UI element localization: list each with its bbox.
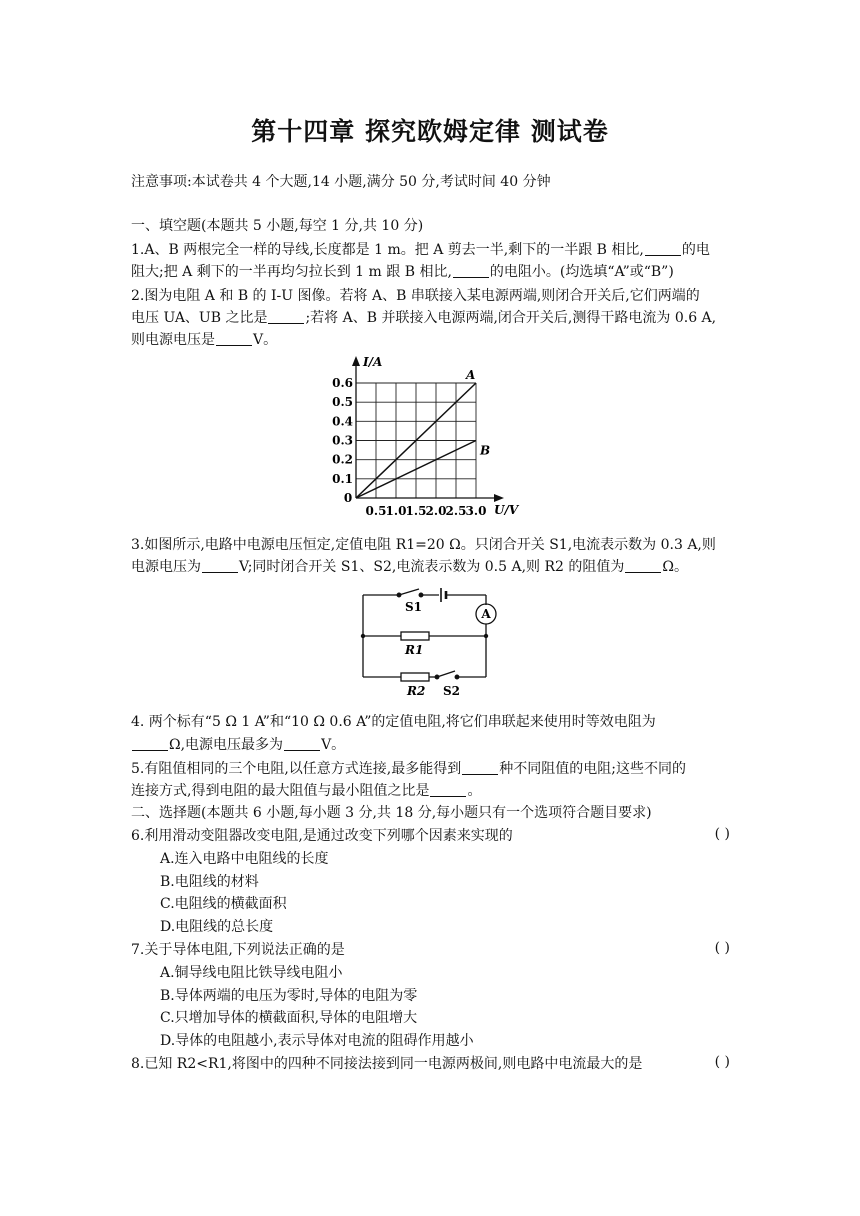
x-tick-label: 0.5 [365,504,387,518]
q5-text-d: 。 [467,783,482,799]
answer-blank[interactable] [462,760,498,775]
notice: 注意事项:本试卷共 4 个大题,14 小题,满分 50 分,考试时间 40 分钟 [131,174,551,190]
question-6-option-d[interactable]: D.电阻线的总长度 [160,919,274,935]
question-7-option-c[interactable]: C.只增加导体的横截面积,导体的电阻增大 [160,1010,418,1026]
q2-text-b: ;若将 A、B 并联接入电源两端,闭合开关后,测得干路电流为 0.6 A, [305,310,717,326]
question-8-stem: 8.已知 R2<R1,将图中的四种不同接法接到同一电源两极间,则电路中电流最大的是 [131,1056,643,1072]
x-tick-label: 1.0 [385,504,407,518]
x-tick-label: 2.0 [425,504,447,518]
question-4-line-1: 4. 两个标有“5 Ω 1 A”和“10 Ω 0.6 A”的定值电阻,将它们串联起来使用时等效电阻为 [131,714,656,730]
q5-text-c: 连接方式,得到电阻的最大阻值与最小阻值之比是 [131,783,430,799]
q1-text-d: 的电阻小。(均选填“A”或“B”) [489,264,674,280]
page-title: 第十四章 探究欧姆定律 测试卷 [251,117,609,146]
question-3-line-1: 3.如图所示,电路中电源电压恒定,定值电阻 R1=20 Ω。只闭合开关 S1,电流表示数为 0.3 A,则 [131,537,716,553]
question-5-line-1 [131,759,686,779]
iu-graph [330,352,530,522]
y-tick-label: 0.1 [332,471,353,486]
junction-dot [361,634,365,638]
junction-dot [484,634,488,638]
question-2-line-1: 2.图为电阻 A 和 B 的 I-U 图像。若将 A、B 串联接入某电源两端,则闭合开关后,它们两端的 [131,288,700,304]
q3-text-b: V;同时闭合开关 S1、S2,电流表示数为 0.5 A,则 R2 的阻值为 [239,559,625,575]
x-axis-label: U/V [494,503,519,517]
x-tick-label: 2.5 [445,504,467,518]
section-2-heading: 二、选择题(本题共 6 小题,每小题 3 分,共 18 分,每小题只有一个选项符合题目要求) [131,805,652,821]
section-1-heading: 一、填空题(本题共 5 小题,每空 1 分,共 10 分) [131,218,424,234]
question-6-option-c[interactable]: C.电阻线的横截面积 [160,896,287,912]
origin-label: 0 [343,491,353,505]
series-label-A: A [466,368,476,382]
answer-blank[interactable] [453,263,489,278]
q2-text-c: 则电源电压是 [131,332,215,348]
resistor-r2-label: R2 [407,684,426,698]
question-8-answer-paren[interactable]: ( ) [714,1054,730,1070]
y-tick-label: 0.5 [332,395,353,410]
question-6-option-a[interactable]: A.连入电路中电阻线的长度 [160,851,329,867]
y-tick-label: 0.6 [332,376,353,390]
question-5-line-2 [131,781,481,801]
question-7-option-b[interactable]: B.导体两端的电压为零时,导体的电阻为零 [160,988,418,1004]
question-7-option-d[interactable]: D.导体的电阻越小,表示导体对电流的阻碍作用越小 [160,1033,474,1049]
answer-blank[interactable] [645,241,681,256]
y-tick-label: 0.2 [332,452,353,467]
answer-blank[interactable] [268,309,304,324]
y-axis-arrow-icon [352,356,360,366]
answer-blank[interactable] [625,558,661,573]
answer-blank[interactable] [202,558,238,573]
question-1-line-2 [131,262,674,282]
q4-text-b: V。 [321,737,346,753]
answer-blank[interactable] [430,782,466,797]
question-6-answer-paren[interactable]: ( ) [714,826,730,842]
circuit-diagram [355,585,500,700]
y-tick-label: 0.3 [332,433,353,448]
q2-text-d: V。 [253,332,278,348]
q1-text-a: 1.A、B 两根完全一样的导线,长度都是 1 m。把 A 剪去一半,剩下的一半跟 B 相比, [131,242,644,258]
q1-text-c: 阻大;把 A 剩下的一半再均匀拉长到 1 m 跟 B 相比, [131,264,452,280]
x-tick-label: 3.0 [465,504,487,518]
series-label-B: B [480,443,491,458]
ammeter-label: A [481,607,491,621]
question-2-line-3 [131,330,277,350]
q5-text-a: 5.有阻值相同的三个电阻,以任意方式连接,最多能得到 [131,761,462,777]
question-6-stem: 6.利用滑动变阻器改变电阻,是通过改变下列哪个因素来实现的 [131,828,513,844]
question-7-option-a[interactable]: A.铜导线电阻比铁导线电阻小 [160,965,343,981]
switch-s1-label: S1 [405,600,423,614]
answer-blank[interactable] [284,736,320,751]
answer-blank[interactable] [132,736,168,751]
question-1-line-1 [131,240,710,260]
question-7-answer-paren[interactable]: ( ) [714,940,730,956]
q2-text-a: 电压 UA、UB 之比是 [131,310,268,326]
x-tick-label: 1.5 [405,504,427,518]
question-2-line-2 [131,308,716,328]
y-axis-label: I/A [363,355,383,369]
q4-text-a: Ω,电源电压最多为 [169,737,284,753]
answer-blank[interactable] [216,331,252,346]
q1-text-b: 的电 [681,242,710,258]
q3-text-c: Ω。 [662,559,688,575]
question-3-line-2 [131,557,688,577]
q3-text-a: 电源电压为 [131,559,201,575]
question-6-option-b[interactable]: B.电阻线的材料 [160,874,259,890]
resistor-r1-label: R1 [405,643,424,657]
q5-text-b: 种不同阻值的电阻;这些不同的 [499,761,686,777]
x-axis-arrow-icon [494,494,504,502]
question-7-stem: 7.关于导体电阻,下列说法正确的是 [131,942,345,958]
switch-s2-label: S2 [443,684,461,698]
y-tick-label: 0.4 [332,414,353,429]
question-4-line-2 [131,735,345,755]
